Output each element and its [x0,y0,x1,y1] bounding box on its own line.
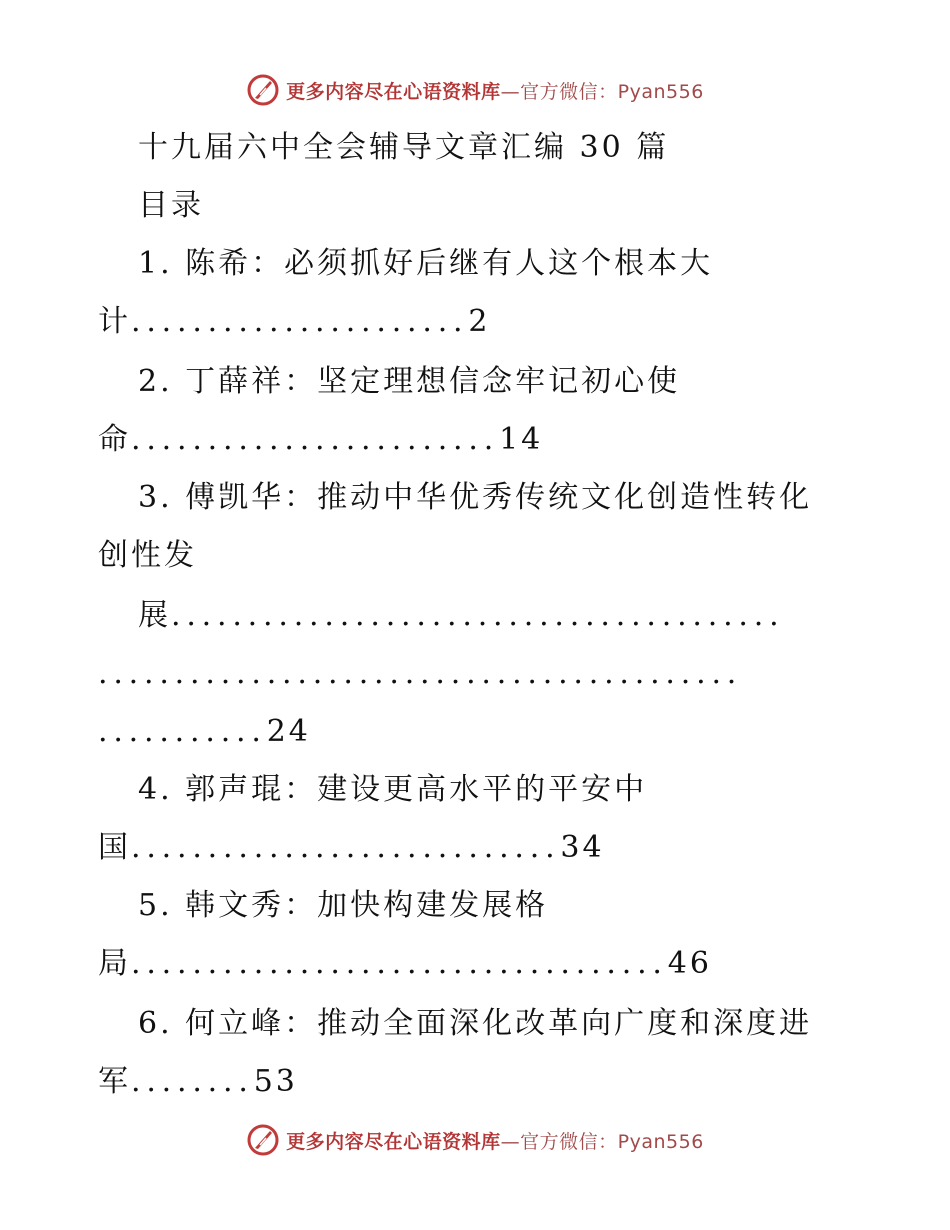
toc-entry-1-leader[interactable]: 计......................2 [98,304,491,339]
toc-entry-6-leader[interactable]: 军........53 [98,1064,298,1099]
banner-text: 更多内容尽在心语资料库—官方微信：Pyan556 [286,80,704,103]
toc-heading: 目录 [138,188,204,223]
toc-entry-3-leader-2[interactable]: .......................................... [98,656,743,691]
feather-pen-logo-icon [246,1123,280,1157]
toc-entry-2-title[interactable]: 2. 丁薛祥：坚定理想信念牢记初心使 [138,364,681,399]
toc-entry-6-page: 53 [253,1064,298,1099]
toc-entry-1-title[interactable]: 1. 陈希：必须抓好后继有人这个根本大 [138,246,714,281]
toc-entry-4-leader[interactable]: 国............................34 [98,830,605,865]
toc-entry-5-title[interactable]: 5. 韩文秀：加快构建发展格 [138,888,549,923]
header-banner [0,70,950,110]
toc-entry-3-leader-1[interactable]: 展........................................ [138,598,785,633]
toc-entry-6-title[interactable]: 6. 何立峰：推动全面深化改革向广度和深度进 [138,1006,813,1041]
toc-entry-4-page: 34 [560,830,605,865]
toc-entry-3-title[interactable]: 3. 傅凯华：推动中华优秀传统文化创造性转化 [138,480,813,515]
document-title: 十九届六中全会辅导文章汇编 30 篇 [138,130,670,165]
toc-entry-3-title-cont[interactable]: 创性发 [98,538,197,573]
footer-banner [0,1120,950,1160]
feather-pen-logo-icon [246,73,280,107]
toc-entry-4-title[interactable]: 4. 郭声琨：建设更高水平的平安中 [138,772,648,807]
toc-entry-5-page: 46 [667,946,712,981]
banner-text: 更多内容尽在心语资料库—官方微信：Pyan556 [286,1130,704,1153]
toc-entry-2-page: 14 [499,422,544,457]
toc-entry-1-page: 2 [468,304,491,339]
toc-entry-3-page: 24 [266,714,311,749]
toc-entry-2-leader[interactable]: 命........................14 [98,422,544,457]
toc-entry-3-leader-3[interactable]: ...........24 [98,714,311,749]
toc-entry-5-leader[interactable]: 局...................................46 [98,946,712,981]
